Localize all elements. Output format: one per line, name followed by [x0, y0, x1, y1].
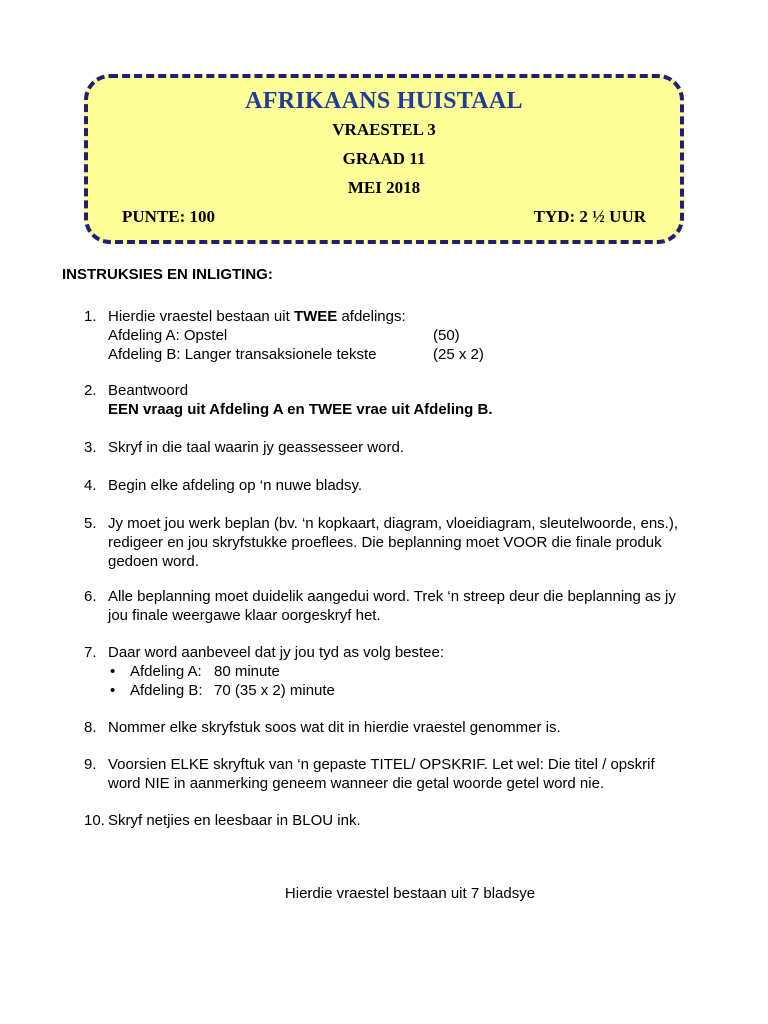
- item-text-part: Hierdie vraestel bestaan uit: [108, 308, 294, 325]
- title-box: [84, 74, 684, 244]
- item-text-line: Jy moet jou werk beplan (bv. ‘n kopkaart, diagram, vloeidiagram, sleutelwoorde, ens.),: [108, 515, 678, 532]
- section-row-a: [108, 326, 708, 345]
- item-text: Daar word aanbeveel dat jy jou tyd as volg bestee:: [108, 644, 445, 661]
- section-label: Afdeling B: Langer transaksionele tekste: [108, 346, 377, 363]
- item-number: 9.: [84, 756, 97, 773]
- item-number: 6.: [84, 588, 97, 605]
- item-text-bold: TWEE: [293, 308, 338, 325]
- paper-number: VRAESTEL 3: [332, 120, 436, 139]
- bullet-label: Afdeling A:: [130, 663, 202, 680]
- item-text: Begin elke afdeling op ‘n nuwe bladsy.: [108, 477, 363, 494]
- item-text-line: jou finale weergawe klaar oorgeskryf het.: [108, 607, 381, 624]
- item-text: Beantwoord: [108, 382, 189, 399]
- grade: GRAAD 11: [342, 149, 426, 168]
- section-label: Afdeling A: Opstel: [108, 327, 228, 344]
- exam-date: MEI 2018: [347, 178, 421, 197]
- item-text-bold: EEN vraag uit Afdeling A en TWEE vrae uit Afdeling B.: [108, 401, 493, 418]
- item-text: Skryf in die taal waarin jy geassesseer word.: [108, 439, 404, 456]
- item-number: 3.: [84, 439, 97, 456]
- item-text-line: gedoen word.: [108, 553, 199, 570]
- section-row-b: [108, 345, 708, 364]
- item-number: 5.: [84, 515, 97, 532]
- item-number: 2.: [84, 382, 97, 399]
- item-text-line: Alle beplanning moet duidelik aangedui word. Trek ‘n streep deur die beplanning as jy: [108, 588, 676, 605]
- subject-title: AFRIKAANS HUISTAAL: [245, 88, 523, 114]
- bullet-icon: •: [110, 682, 116, 699]
- item-number: 7.: [84, 644, 97, 661]
- item-text: Nommer elke skryfstuk soos wat dit in hierdie vraestel genommer is.: [108, 719, 561, 736]
- total-marks: PUNTE: 100: [122, 207, 216, 226]
- section-marks: (25 x 2): [433, 346, 484, 363]
- bullet-icon: •: [110, 663, 116, 680]
- item-text: Skryf netjies en leesbaar in BLOU ink.: [108, 812, 361, 829]
- item-text-line: Voorsien ELKE skryftuk van ‘n gepaste TITEL/ OPSKRIF. Let wel: Die titel / opskrif: [108, 756, 655, 773]
- bullet-afdeling-b: [108, 681, 708, 700]
- item-text-line: redigeer en jou skryfstukke proeflees. Die beplanning moet VOOR die finale produk: [108, 534, 662, 551]
- bullet-label: Afdeling B:: [130, 682, 203, 699]
- item-number: 8.: [84, 719, 97, 736]
- item-text-part: afdelings:: [337, 308, 406, 325]
- section-marks: (50): [433, 327, 460, 344]
- item-number: 1.: [84, 308, 97, 325]
- item-text: [108, 307, 708, 326]
- item-text-line: word NIE in aanmerking geneem wanneer die getal woorde getel word nie.: [108, 775, 605, 792]
- item-number: 4.: [84, 477, 97, 494]
- time-allowed: TYD: 2 ½ UUR: [533, 207, 646, 226]
- bullet-value: 70 (35 x 2) minute: [214, 682, 335, 699]
- bullet-value: 80 minute: [214, 663, 280, 680]
- item-number: 10.: [84, 812, 105, 829]
- instructions-heading: INSTRUKSIES EN INLIGTING:: [62, 266, 273, 283]
- page-count-note: Hierdie vraestel bestaan uit 7 bladsye: [284, 885, 536, 902]
- bullet-afdeling-a: [108, 662, 708, 681]
